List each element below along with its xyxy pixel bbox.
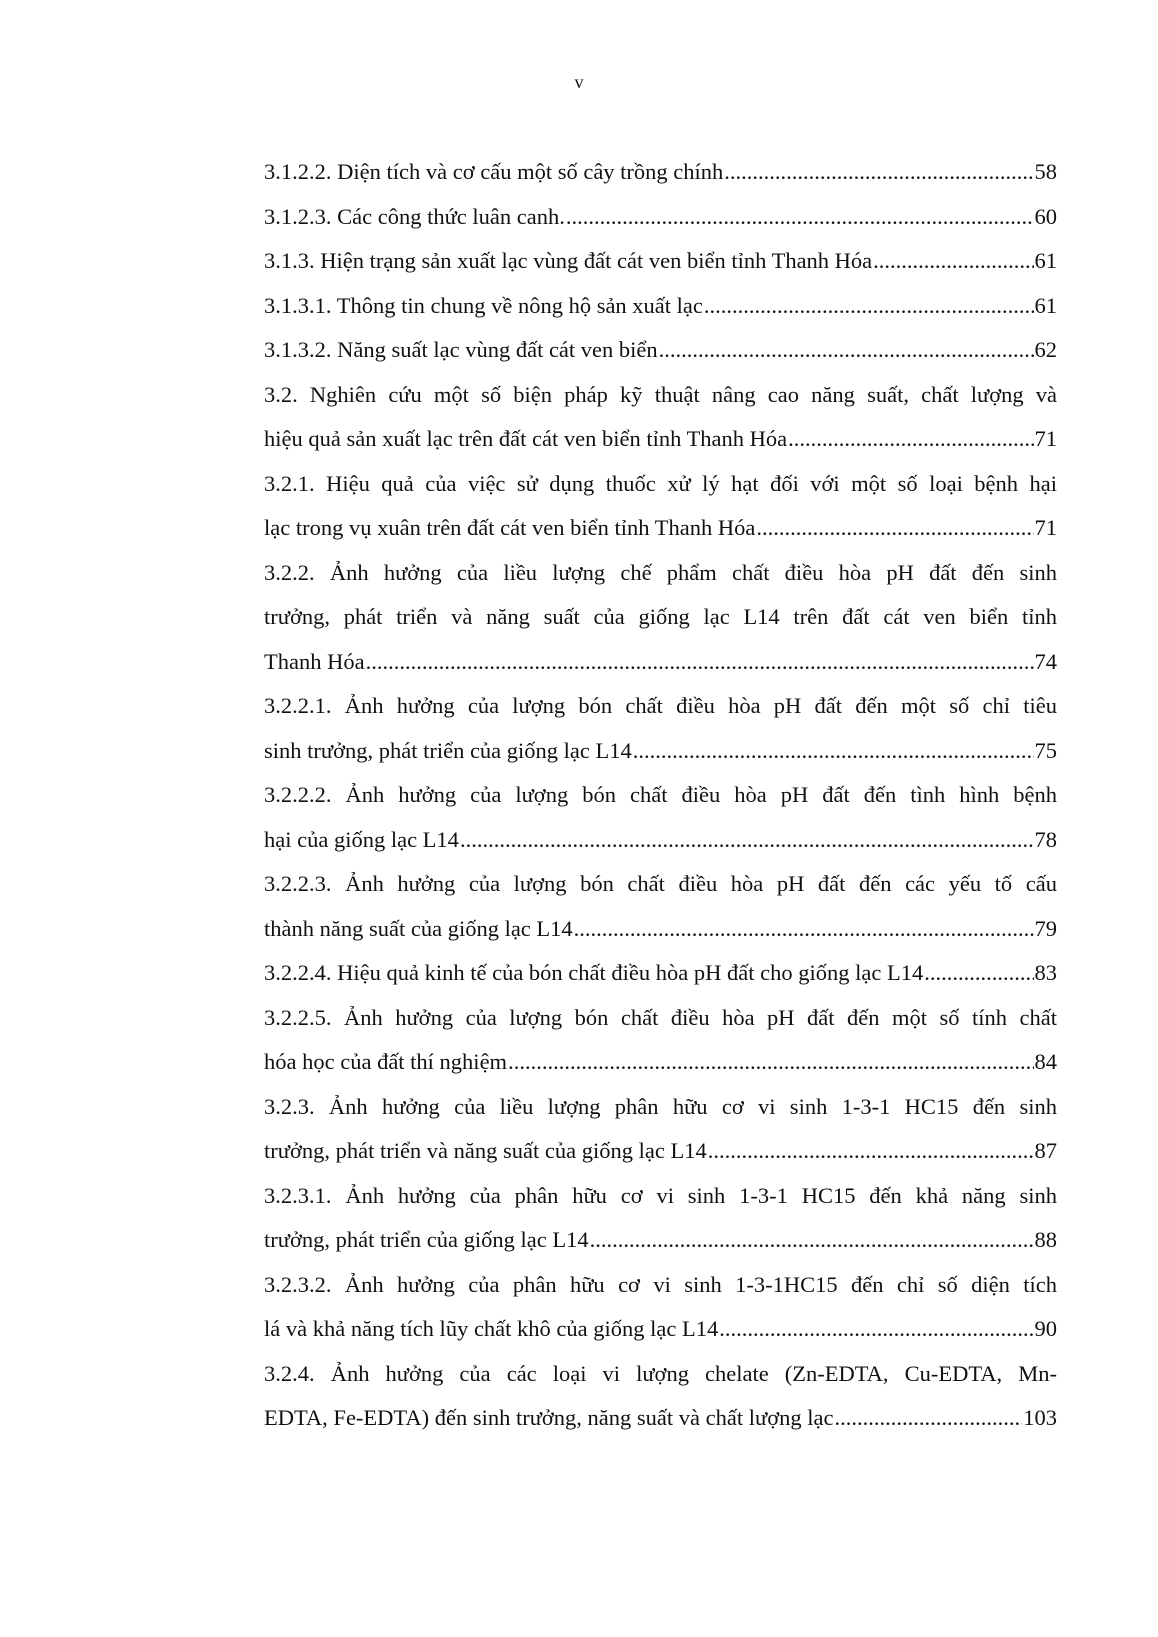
toc-entry-title: trưởng, phát triển của giống lạc L14 <box>264 1227 589 1252</box>
toc-entry-last-line <box>264 951 1057 996</box>
toc-entry-page: 79 <box>1034 915 1057 941</box>
toc-entry-line: 3.2.4. Ảnh hưởng của các loại vi lượng chelate (Zn-EDTA, Cu-EDTA, Mn- <box>264 1360 1057 1386</box>
toc-entry-title: 3.1.3.2. Năng suất lạc vùng đất cát ven biển <box>264 337 658 362</box>
toc-entry[interactable] <box>264 373 1057 462</box>
toc-entry-last-line <box>264 239 1057 284</box>
toc-entry-page: 75 <box>1034 737 1057 763</box>
toc-entry-page: 84 <box>1034 1049 1057 1074</box>
toc-entry-page: 74 <box>1034 648 1057 674</box>
toc-entry-last-line <box>264 506 1057 551</box>
toc-entry-last-line <box>264 417 1057 462</box>
toc-entry-title: 3.1.2.3. Các công thức luân canh. <box>264 203 565 229</box>
toc-entry-page: 61 <box>1034 248 1057 273</box>
toc-entry-line: trưởng, phát triển và năng suất của giống lạc L14 trên đất cát ven biển tỉnh <box>264 604 1057 629</box>
toc-entry[interactable] <box>264 684 1057 773</box>
toc-entry-last-line <box>264 150 1057 195</box>
toc-entry-last-line <box>264 1218 1057 1263</box>
toc-entry-title: EDTA, Fe-EDTA) đến sinh trưởng, năng suất và chất lượng lạc <box>264 1405 834 1430</box>
toc-entry-last-line <box>264 729 1057 774</box>
toc-entry-last-line <box>264 1307 1057 1352</box>
toc-entry[interactable] <box>264 328 1057 373</box>
toc-entry[interactable] <box>264 1352 1057 1441</box>
toc-entry-title: 3.2.2.4. Hiệu quả kinh tế của bón chất điều hòa pH đất cho giống lạc L14 <box>264 960 924 985</box>
toc-entry-last-line <box>264 907 1057 952</box>
toc-entry-title: hại của giống lạc L14 <box>264 826 459 852</box>
toc-entry-title: sinh trưởng, phát triển của giống lạc L14 <box>264 737 632 763</box>
table-of-contents <box>264 150 1057 1441</box>
toc-entry-page: 88 <box>1034 1227 1057 1252</box>
toc-entry-page: 90 <box>1034 1316 1057 1341</box>
toc-entry-line: 3.2.2.5. Ảnh hưởng của lượng bón chất điều hòa pH đất đến một số tính chất <box>264 1004 1057 1030</box>
toc-entry-title: 3.1.2.2. Diện tích và cơ cấu một số cây trồng chính <box>264 159 724 184</box>
toc-entry[interactable] <box>264 773 1057 862</box>
toc-entry-page: 61 <box>1034 292 1057 318</box>
toc-entry-line: 3.2.3.1. Ảnh hưởng của phân hữu cơ vi sinh 1-3-1 HC15 đến khả năng sinh <box>264 1182 1057 1208</box>
toc-entry[interactable] <box>264 462 1057 551</box>
toc-entry[interactable] <box>264 195 1057 240</box>
toc-entry-line: 3.2. Nghiên cứu một số biện pháp kỹ thuật nâng cao năng suất, chất lượng và <box>264 381 1057 407</box>
toc-entry-page: 78 <box>1034 826 1057 852</box>
dot-leader <box>924 951 1033 996</box>
toc-entry-title: hóa học của đất thí nghiệm <box>264 1049 508 1074</box>
toc-entry-title: lạc trong vụ xuân trên đất cát ven biển tỉnh Thanh Hóa <box>264 515 756 540</box>
dot-leader <box>788 417 1033 462</box>
dot-leader <box>724 150 1033 195</box>
toc-entry[interactable] <box>264 284 1057 329</box>
toc-entry-line: 3.2.1. Hiệu quả của việc sử dụng thuốc xử lý hạt đối với một số loại bệnh hại <box>264 470 1057 496</box>
toc-entry-line: 3.2.2.1. Ảnh hưởng của lượng bón chất điều hòa pH đất đến một số chỉ tiêu <box>264 693 1057 718</box>
toc-entry-title: lá và khả năng tích lũy chất khô của giống lạc L14 <box>264 1316 719 1341</box>
toc-entry[interactable] <box>264 1085 1057 1174</box>
toc-entry-page: 83 <box>1034 960 1057 985</box>
toc-entry-page: 62 <box>1034 337 1057 362</box>
toc-entry-line: 3.2.2.2. Ảnh hưởng của lượng bón chất điều hòa pH đất đến tình hình bệnh <box>264 782 1057 807</box>
toc-entry[interactable] <box>264 996 1057 1085</box>
toc-entry-line: 3.2.3.2. Ảnh hưởng của phân hữu cơ vi sinh 1-3-1HC15 đến chỉ số diện tích <box>264 1271 1057 1297</box>
toc-entry-last-line <box>264 1040 1057 1085</box>
dot-leader <box>590 1218 1034 1263</box>
toc-entry-title: trưởng, phát triển và năng suất của giống lạc L14 <box>264 1138 707 1163</box>
toc-entry-title: thành năng suất của giống lạc L14 <box>264 915 573 941</box>
toc-entry[interactable] <box>264 862 1057 951</box>
dot-leader <box>704 284 1034 329</box>
toc-entry[interactable] <box>264 1174 1057 1263</box>
toc-entry-line: 3.2.3. Ảnh hưởng của liều lượng phân hữu cơ vi sinh 1-3-1 HC15 đến sinh <box>264 1093 1057 1119</box>
toc-entry-last-line <box>264 818 1057 863</box>
toc-entry[interactable] <box>264 1263 1057 1352</box>
toc-entry-title: 3.1.3.1. Thông tin chung về nông hộ sản xuất lạc <box>264 292 703 318</box>
toc-entry-last-line <box>264 284 1057 329</box>
toc-entry-last-line <box>264 195 1057 240</box>
toc-entry[interactable] <box>264 239 1057 284</box>
dot-leader <box>633 729 1034 774</box>
dot-leader <box>566 195 1034 240</box>
toc-entry-page: 58 <box>1034 159 1057 184</box>
dot-leader <box>574 907 1034 952</box>
toc-entry-page: 87 <box>1034 1138 1057 1163</box>
dot-leader <box>708 1129 1034 1174</box>
toc-entry-last-line <box>264 1129 1057 1174</box>
toc-entry-line: 3.2.2.3. Ảnh hưởng của lượng bón chất điều hòa pH đất đến các yếu tố cấu <box>264 871 1057 896</box>
dot-leader <box>719 1307 1033 1352</box>
toc-entry[interactable] <box>264 551 1057 685</box>
toc-entry-page: 71 <box>1034 426 1057 451</box>
page-number: v <box>574 72 584 92</box>
toc-entry-line: 3.2.2. Ảnh hưởng của liều lượng chế phẩm chất điều hòa pH đất đến sinh <box>264 559 1057 585</box>
dot-leader <box>460 818 1034 863</box>
toc-entry-last-line <box>264 328 1057 373</box>
toc-entry-last-line <box>264 640 1057 685</box>
toc-entry-title: hiệu quả sản xuất lạc trên đất cát ven biển tỉnh Thanh Hóa <box>264 426 788 451</box>
toc-entry-page: 71 <box>1034 515 1057 540</box>
toc-entry-page: 60 <box>1034 203 1057 229</box>
toc-entry-title: 3.1.3. Hiện trạng sản xuất lạc vùng đất cát ven biển tỉnh Thanh Hóa <box>264 248 873 273</box>
dot-leader <box>659 328 1034 373</box>
dot-leader <box>366 640 1034 685</box>
dot-leader <box>508 1040 1033 1085</box>
toc-entry[interactable] <box>264 951 1057 996</box>
toc-entry-title: Thanh Hóa <box>264 648 365 674</box>
toc-entry-last-line <box>264 1396 1057 1441</box>
dot-leader <box>756 506 1033 551</box>
toc-entry[interactable] <box>264 150 1057 195</box>
dot-leader <box>873 239 1033 284</box>
dot-leader <box>834 1396 1022 1441</box>
toc-entry-page: 103 <box>1023 1405 1057 1430</box>
